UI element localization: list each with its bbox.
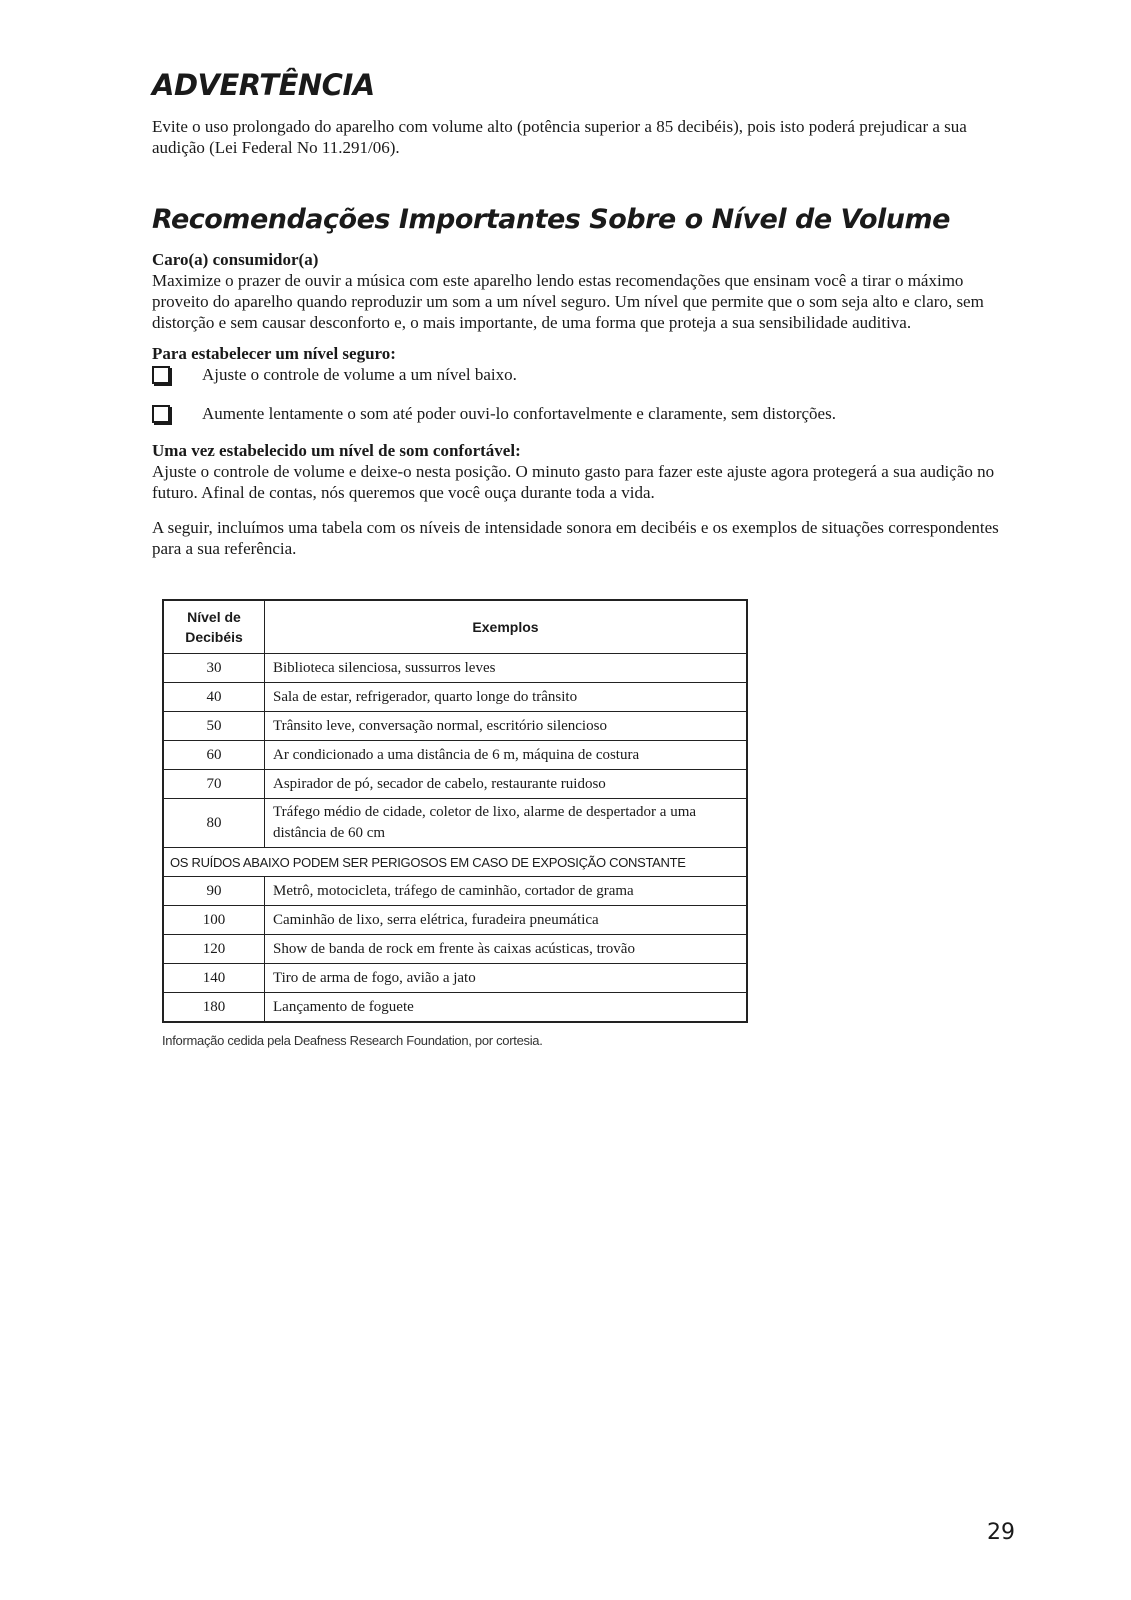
example-cell: Sala de estar, refrigerador, quarto longe do trânsito xyxy=(265,683,748,712)
header-level: Nível de Decibéis xyxy=(163,600,265,654)
comfort-paragraph: Ajuste o controle de volume e deixe-o nesta posição. O minuto gasto para fazer este ajuste agora protegerá a sua audição no futuro. Afinal de contas, nós queremos que você ouça durante toda a vida. xyxy=(152,462,995,502)
intro-paragraph: Maximize o prazer de ouvir a música com este aparelho lendo estas recomendações que ensinam você a tirar o máximo proveito do aparelho quando reproduzir um som a um nível seguro. Um nível que permite que o som seja alto e claro, sem distorção e sem causar desconforto e, o mais importante, de uma forma que proteja a sua sensibilidade auditiva. xyxy=(152,271,984,332)
table-credit: Informação cedida pela Deafness Research Foundation, por cortesia. xyxy=(162,1033,543,1048)
warning-text: Evite o uso prolongado do aparelho com volume alto (potência superior a 85 decibéis), pois isto poderá prejudicar a sua audição (Lei Federal No 11.291/06). xyxy=(152,117,967,157)
table-warning-row xyxy=(163,848,747,877)
warning-row-text: OS RUÍDOS ABAIXO PODEM SER PERIGOSOS EM CASO DE EXPOSIÇÃO CONSTANTE xyxy=(163,848,747,877)
checkbox-icon xyxy=(152,366,170,384)
level-cell: 60 xyxy=(163,741,265,770)
level-cell: 100 xyxy=(163,906,265,935)
table-intro: A seguir, incluímos uma tabela com os níveis de intensidade sonora em decibéis e os exemplos de situações correspondentes para a sua referência. xyxy=(152,518,999,558)
table-row xyxy=(163,935,747,964)
example-cell: Caminhão de lixo, serra elétrica, furadeira pneumática xyxy=(265,906,748,935)
table-row xyxy=(163,877,747,906)
example-cell: Biblioteca silenciosa, sussurros leves xyxy=(265,654,748,683)
example-cell: Lançamento de foguete xyxy=(265,993,748,1023)
table-row xyxy=(163,683,747,712)
checklist-item xyxy=(152,403,1012,424)
recommendations-title: Recomendações Importantes Sobre o Nível de Volume xyxy=(152,204,950,235)
example-cell: Tiro de arma de fogo, avião a jato xyxy=(265,964,748,993)
example-cell: Metrô, motocicleta, tráfego de caminhão, cortador de grama xyxy=(265,877,748,906)
checklist-item-text: Aumente lentamente o som até poder ouvi-lo confortavelmente e claramente, sem distorções. xyxy=(202,404,836,423)
table-header-row xyxy=(163,600,747,654)
safe-level-checklist xyxy=(152,364,1012,424)
decibel-table xyxy=(162,599,748,1023)
level-cell: 70 xyxy=(163,770,265,799)
document-page xyxy=(152,68,1012,1048)
level-cell: 140 xyxy=(163,964,265,993)
level-cell: 120 xyxy=(163,935,265,964)
level-cell: 50 xyxy=(163,712,265,741)
level-cell: 40 xyxy=(163,683,265,712)
example-cell: Show de banda de rock em frente às caixas acústicas, trovão xyxy=(265,935,748,964)
table-row xyxy=(163,906,747,935)
checklist-item-text: Ajuste o controle de volume a um nível baixo. xyxy=(202,365,517,384)
greeting: Caro(a) consumidor(a) xyxy=(152,250,319,269)
page-number: 29 xyxy=(987,1520,1015,1545)
table-row xyxy=(163,993,747,1023)
checklist-item xyxy=(152,364,1012,385)
example-cell: Trânsito leve, conversação normal, escritório silencioso xyxy=(265,712,748,741)
comfort-heading: Uma vez estabelecido um nível de som confortável: xyxy=(152,441,521,460)
example-cell: Aspirador de pó, secador de cabelo, restaurante ruidoso xyxy=(265,770,748,799)
level-cell: 180 xyxy=(163,993,265,1023)
level-cell: 90 xyxy=(163,877,265,906)
checkbox-icon xyxy=(152,405,170,423)
header-examples: Exemplos xyxy=(265,600,748,654)
example-cell: Tráfego médio de cidade, coletor de lixo, alarme de despertador a uma distância de 60 cm xyxy=(265,799,748,848)
warning-title: ADVERTÊNCIA xyxy=(152,68,375,102)
table-row xyxy=(163,712,747,741)
level-cell: 80 xyxy=(163,799,265,848)
level-cell: 30 xyxy=(163,654,265,683)
example-cell: Ar condicionado a uma distância de 6 m, máquina de costura xyxy=(265,741,748,770)
table-row xyxy=(163,770,747,799)
table-row xyxy=(163,964,747,993)
table-row xyxy=(163,741,747,770)
table-row xyxy=(163,799,747,848)
decibel-table-wrapper xyxy=(162,599,748,1048)
table-row xyxy=(163,654,747,683)
safe-level-heading: Para estabelecer um nível seguro: xyxy=(152,344,396,363)
